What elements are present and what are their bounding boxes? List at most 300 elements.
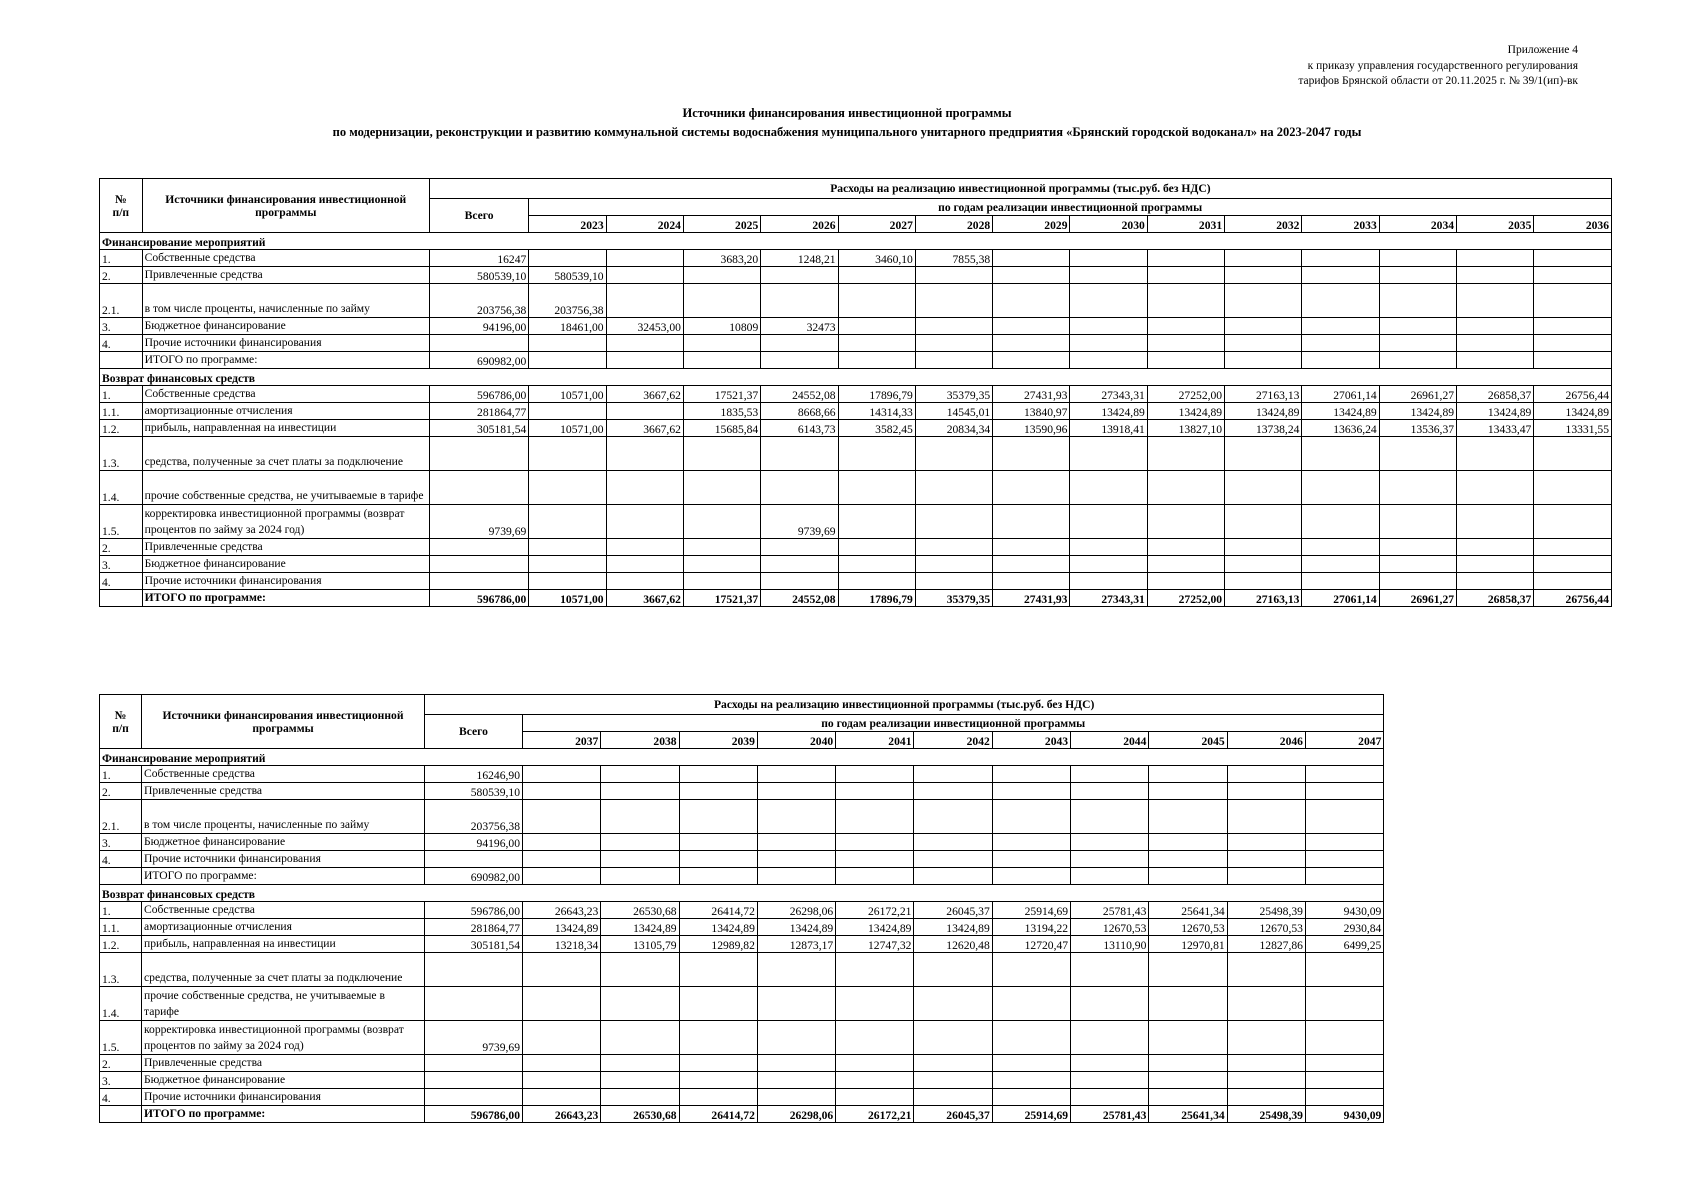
- header-total: Всего: [425, 715, 523, 749]
- row-year-value: 17521,37: [683, 590, 760, 607]
- header-row: [100, 179, 1612, 199]
- row-year-value: [601, 1021, 679, 1055]
- row-year-value: [1379, 437, 1456, 471]
- row-year-value: [606, 267, 683, 284]
- table-row: [100, 1055, 1384, 1072]
- year-header: 2042: [914, 732, 992, 749]
- row-year-value: [1227, 1089, 1305, 1106]
- row-year-value: [679, 800, 757, 834]
- row-year-value: [1379, 352, 1456, 369]
- row-number: [100, 1106, 142, 1123]
- header-row: [100, 695, 1384, 715]
- row-year-value: [1302, 556, 1379, 573]
- year-header: 2027: [838, 216, 915, 233]
- section-title: Возврат финансовых средств: [100, 885, 1384, 902]
- row-year-value: 13424,89: [1070, 403, 1147, 420]
- row-year-value: [1227, 1021, 1305, 1055]
- row-year-value: [1457, 556, 1534, 573]
- row-year-value: [1070, 505, 1147, 539]
- row-year-value: [1149, 868, 1227, 885]
- table-row: [100, 936, 1384, 953]
- row-year-value: [915, 318, 992, 335]
- row-year-value: [1379, 318, 1456, 335]
- row-year-value: [992, 1055, 1070, 1072]
- row-year-value: 26530,68: [601, 1106, 679, 1123]
- table-row: [100, 471, 1612, 505]
- row-year-value: [683, 335, 760, 352]
- row-year-value: [606, 471, 683, 505]
- row-year-value: [1227, 1072, 1305, 1089]
- row-year-value: [1071, 953, 1149, 987]
- row-year-value: 203756,38: [529, 284, 606, 318]
- row-year-value: [914, 1055, 992, 1072]
- row-year-value: [915, 573, 992, 590]
- row-year-value: [836, 1055, 914, 1072]
- table-row: [100, 1072, 1384, 1089]
- row-year-value: [1534, 471, 1612, 505]
- row-year-value: [1305, 1021, 1383, 1055]
- row-source-name: ИТОГО по программе:: [142, 590, 429, 607]
- row-year-value: 26298,06: [757, 902, 835, 919]
- row-year-value: 13424,89: [757, 919, 835, 936]
- row-year-value: [523, 783, 601, 800]
- row-number: 4.: [100, 573, 143, 590]
- row-year-value: [836, 953, 914, 987]
- row-total: 281864,77: [429, 403, 528, 420]
- row-year-value: [679, 1072, 757, 1089]
- row-year-value: [1227, 766, 1305, 783]
- row-year-value: [914, 1021, 992, 1055]
- row-year-value: [761, 471, 838, 505]
- row-year-value: [757, 766, 835, 783]
- row-year-value: 13424,89: [679, 919, 757, 936]
- header-source-cell: [142, 695, 425, 749]
- row-year-value: [993, 471, 1070, 505]
- table-row: [100, 335, 1612, 352]
- row-year-value: 26643,23: [523, 902, 601, 919]
- row-year-value: 13424,89: [836, 919, 914, 936]
- row-year-value: 27252,00: [1147, 590, 1224, 607]
- row-year-value: [1457, 437, 1534, 471]
- year-header: 2035: [1457, 216, 1534, 233]
- row-year-value: 13110,90: [1071, 936, 1149, 953]
- year-header: 2024: [606, 216, 683, 233]
- row-year-value: [1071, 1055, 1149, 1072]
- row-year-value: [1147, 335, 1224, 352]
- row-year-value: [1070, 471, 1147, 505]
- row-year-value: [683, 556, 760, 573]
- row-year-value: [838, 335, 915, 352]
- row-year-value: 26643,23: [523, 1106, 601, 1123]
- row-year-value: [1305, 783, 1383, 800]
- header-number-label: №: [114, 708, 127, 722]
- row-year-value: [1070, 352, 1147, 369]
- year-header: 2045: [1149, 732, 1227, 749]
- row-year-value: 27163,13: [1225, 386, 1302, 403]
- row-year-value: [679, 851, 757, 868]
- row-year-value: [993, 539, 1070, 556]
- row-year-value: 27431,93: [993, 386, 1070, 403]
- row-year-value: [1305, 1089, 1383, 1106]
- row-year-value: [679, 834, 757, 851]
- row-year-value: [523, 868, 601, 885]
- row-number: 1.: [100, 250, 143, 267]
- row-total: [425, 1055, 523, 1072]
- appendix-line: Приложение 4: [1507, 44, 1578, 56]
- row-year-value: [1534, 573, 1612, 590]
- row-source-name: амортизационные отчисления: [142, 403, 429, 420]
- row-year-value: 27343,31: [1070, 590, 1147, 607]
- row-year-value: [683, 352, 760, 369]
- row-year-value: [992, 851, 1070, 868]
- row-number: 1.1.: [100, 919, 142, 936]
- row-number: 1.2.: [100, 936, 142, 953]
- row-year-value: 27431,93: [993, 590, 1070, 607]
- row-year-value: 25914,69: [992, 902, 1070, 919]
- row-year-value: [761, 335, 838, 352]
- row-year-value: 13331,55: [1534, 420, 1612, 437]
- header-group: Расходы на реализацию инвестиционной программы (тыс.руб. без НДС): [429, 179, 1611, 199]
- row-year-value: 580539,10: [529, 267, 606, 284]
- row-total: [429, 556, 528, 573]
- table-row: [100, 851, 1384, 868]
- row-year-value: [683, 471, 760, 505]
- row-total: 596786,00: [425, 1106, 523, 1123]
- row-year-value: [606, 573, 683, 590]
- row-source-name: Привлеченные средства: [142, 1055, 425, 1072]
- table-row: [100, 403, 1612, 420]
- section-row: [100, 369, 1612, 386]
- section-row: [100, 885, 1384, 902]
- row-year-value: [1379, 250, 1456, 267]
- row-year-value: 13918,41: [1070, 420, 1147, 437]
- row-year-value: [606, 352, 683, 369]
- table-row: [100, 352, 1612, 369]
- row-year-value: [683, 573, 760, 590]
- row-year-value: 12720,47: [992, 936, 1070, 953]
- year-header: 2044: [1071, 732, 1149, 749]
- row-year-value: [992, 1021, 1070, 1055]
- row-year-value: [601, 953, 679, 987]
- row-number: 4.: [100, 335, 143, 352]
- row-year-value: 6143,73: [761, 420, 838, 437]
- row-number: 2.: [100, 1055, 142, 1072]
- row-year-value: [838, 352, 915, 369]
- row-year-value: 1248,21: [761, 250, 838, 267]
- table-row: [100, 868, 1384, 885]
- row-year-value: [992, 800, 1070, 834]
- row-year-value: [836, 800, 914, 834]
- row-year-value: [1305, 1055, 1383, 1072]
- row-number: 1.3.: [100, 953, 142, 987]
- row-source-name: в том числе проценты, начисленные по займу: [142, 800, 425, 834]
- row-year-value: [529, 539, 606, 556]
- appendix-line: тарифов Брянской области от 20.11.2025 г. № 39/1(ип)-вк: [1298, 75, 1578, 87]
- row-year-value: [679, 987, 757, 1021]
- row-year-value: [1305, 953, 1383, 987]
- row-year-value: [1534, 352, 1612, 369]
- row-year-value: [757, 834, 835, 851]
- header-source-label: Источники финансирования инвестиционной: [165, 192, 407, 206]
- row-year-value: [1305, 987, 1383, 1021]
- row-year-value: [606, 403, 683, 420]
- row-year-value: [915, 556, 992, 573]
- row-total: 305181,54: [429, 420, 528, 437]
- row-year-value: [606, 556, 683, 573]
- table-row: [100, 505, 1612, 539]
- row-year-value: [1147, 318, 1224, 335]
- table-row: [100, 834, 1384, 851]
- row-year-value: [914, 800, 992, 834]
- year-header: 2029: [993, 216, 1070, 233]
- row-year-value: [1534, 505, 1612, 539]
- section-title: Финансирование мероприятий: [100, 233, 1612, 250]
- row-total: [429, 437, 528, 471]
- row-total: 281864,77: [425, 919, 523, 936]
- row-year-value: [838, 573, 915, 590]
- row-year-value: [601, 1055, 679, 1072]
- row-year-value: [915, 437, 992, 471]
- row-year-value: [1070, 539, 1147, 556]
- row-year-value: [992, 1072, 1070, 1089]
- row-year-value: [529, 250, 606, 267]
- row-year-value: [606, 284, 683, 318]
- row-year-value: 9739,69: [761, 505, 838, 539]
- row-total: 580539,10: [429, 267, 528, 284]
- row-year-value: [1457, 335, 1534, 352]
- row-number: 1.3.: [100, 437, 143, 471]
- row-year-value: [838, 437, 915, 471]
- row-year-value: [757, 987, 835, 1021]
- row-number: [100, 868, 142, 885]
- row-year-value: [836, 1089, 914, 1106]
- row-year-value: [523, 1089, 601, 1106]
- row-number: 1.: [100, 386, 143, 403]
- row-year-value: [679, 1021, 757, 1055]
- table-row: [100, 987, 1384, 1021]
- row-source-name: в том числе проценты, начисленные по займу: [142, 284, 429, 318]
- row-year-value: 13424,89: [1302, 403, 1379, 420]
- row-year-value: 12989,82: [679, 936, 757, 953]
- row-year-value: [523, 851, 601, 868]
- row-number: 3.: [100, 834, 142, 851]
- row-year-value: [1147, 284, 1224, 318]
- section-row: [100, 749, 1384, 766]
- row-year-value: 26530,68: [601, 902, 679, 919]
- row-total: [425, 1089, 523, 1106]
- row-year-value: 32473: [761, 318, 838, 335]
- row-year-value: [757, 800, 835, 834]
- row-year-value: [1457, 250, 1534, 267]
- row-year-value: 13738,24: [1225, 420, 1302, 437]
- row-source-name: Бюджетное финансирование: [142, 834, 425, 851]
- row-year-value: 25498,39: [1227, 1106, 1305, 1123]
- row-year-value: [1302, 437, 1379, 471]
- row-year-value: 3582,45: [838, 420, 915, 437]
- row-year-value: 25498,39: [1227, 902, 1305, 919]
- row-year-value: [836, 1072, 914, 1089]
- row-year-value: 25781,43: [1071, 902, 1149, 919]
- row-year-value: [1305, 868, 1383, 885]
- row-year-value: [838, 284, 915, 318]
- row-year-value: [757, 1072, 835, 1089]
- row-number: 4.: [100, 1089, 142, 1106]
- row-number: 1.: [100, 766, 142, 783]
- row-year-value: [1225, 471, 1302, 505]
- row-year-value: [1302, 505, 1379, 539]
- year-header: 2043: [992, 732, 1070, 749]
- row-source-name: Собственные средства: [142, 902, 425, 919]
- row-year-value: [757, 851, 835, 868]
- row-year-value: [1070, 267, 1147, 284]
- row-year-value: [836, 851, 914, 868]
- header-subgroup: по годам реализации инвестиционной программы: [523, 715, 1384, 732]
- row-year-value: [1305, 1072, 1383, 1089]
- row-year-value: [915, 505, 992, 539]
- row-source-name: Прочие источники финансирования: [142, 1089, 425, 1106]
- row-year-value: [523, 800, 601, 834]
- row-year-value: [757, 783, 835, 800]
- row-year-value: [1071, 851, 1149, 868]
- row-year-value: [683, 437, 760, 471]
- row-year-value: [601, 1072, 679, 1089]
- table-row: [100, 284, 1612, 318]
- row-year-value: [1070, 556, 1147, 573]
- row-year-value: 13424,89: [1534, 403, 1612, 420]
- row-total: [429, 539, 528, 556]
- row-year-value: [1379, 335, 1456, 352]
- row-year-value: [1534, 539, 1612, 556]
- row-total: 9739,69: [429, 505, 528, 539]
- row-year-value: [1457, 505, 1534, 539]
- year-header: 2028: [915, 216, 992, 233]
- row-year-value: [915, 267, 992, 284]
- row-year-value: 25641,34: [1149, 1106, 1227, 1123]
- row-year-value: [1305, 766, 1383, 783]
- row-year-value: [761, 556, 838, 573]
- header-source-label: Источники финансирования инвестиционной: [162, 708, 404, 722]
- row-total: [425, 987, 523, 1021]
- row-year-value: [1070, 284, 1147, 318]
- row-year-value: [1302, 539, 1379, 556]
- row-year-value: [1534, 284, 1612, 318]
- row-year-value: [914, 987, 992, 1021]
- row-year-value: 9430,09: [1305, 1106, 1383, 1123]
- row-year-value: [836, 834, 914, 851]
- row-year-value: [529, 335, 606, 352]
- row-year-value: 17896,79: [838, 386, 915, 403]
- table-row: [100, 573, 1612, 590]
- row-year-value: 35379,35: [915, 386, 992, 403]
- financing-table-2037-2047: [99, 694, 1384, 1123]
- row-year-value: [1070, 573, 1147, 590]
- row-year-value: [1070, 318, 1147, 335]
- row-year-value: 26756,44: [1534, 590, 1612, 607]
- year-header: 2047: [1305, 732, 1383, 749]
- row-year-value: [915, 471, 992, 505]
- row-year-value: [993, 573, 1070, 590]
- row-year-value: [679, 953, 757, 987]
- row-year-value: 25914,69: [992, 1106, 1070, 1123]
- row-year-value: [993, 556, 1070, 573]
- row-year-value: [914, 851, 992, 868]
- row-year-value: [1147, 471, 1224, 505]
- table-row: [100, 1021, 1384, 1055]
- row-year-value: 7855,38: [915, 250, 992, 267]
- row-year-value: [1227, 1055, 1305, 1072]
- row-year-value: [761, 539, 838, 556]
- row-year-value: 25641,34: [1149, 902, 1227, 919]
- table-row: [100, 919, 1384, 936]
- row-source-name: прибыль, направленная на инвестиции: [142, 420, 429, 437]
- row-year-value: [838, 471, 915, 505]
- row-year-value: 13218,34: [523, 936, 601, 953]
- row-year-value: [1071, 800, 1149, 834]
- row-source-name: прочие собственные средства, не учитываемые в тарифе: [142, 471, 429, 505]
- section-row: [100, 233, 1612, 250]
- row-year-value: [606, 335, 683, 352]
- row-year-value: 13194,22: [992, 919, 1070, 936]
- row-number: 1.1.: [100, 403, 143, 420]
- row-year-value: 14314,33: [838, 403, 915, 420]
- table-row: [100, 437, 1612, 471]
- year-header: 2036: [1534, 216, 1612, 233]
- row-year-value: [1534, 318, 1612, 335]
- row-year-value: [1227, 987, 1305, 1021]
- row-year-value: 13536,37: [1379, 420, 1456, 437]
- row-year-value: [993, 437, 1070, 471]
- row-year-value: [1225, 284, 1302, 318]
- row-year-value: [1149, 783, 1227, 800]
- row-total: [425, 1072, 523, 1089]
- appendix-line: к приказу управления государственного регулирования: [1307, 59, 1578, 72]
- row-year-value: [601, 834, 679, 851]
- row-year-value: 12827,86: [1227, 936, 1305, 953]
- row-year-value: [683, 267, 760, 284]
- row-year-value: [1457, 471, 1534, 505]
- row-year-value: [1457, 539, 1534, 556]
- row-year-value: [1302, 573, 1379, 590]
- row-year-value: [1305, 834, 1383, 851]
- row-year-value: [915, 352, 992, 369]
- row-year-value: [1071, 1021, 1149, 1055]
- row-year-value: [914, 953, 992, 987]
- row-year-value: [914, 868, 992, 885]
- table-row: [100, 420, 1612, 437]
- row-year-value: [1302, 284, 1379, 318]
- table-row: [100, 590, 1612, 607]
- row-year-value: [1071, 987, 1149, 1021]
- row-source-name: амортизационные отчисления: [142, 919, 425, 936]
- row-year-value: 13424,89: [1457, 403, 1534, 420]
- row-year-value: 13424,89: [1225, 403, 1302, 420]
- row-source-name: Прочие источники финансирования: [142, 335, 429, 352]
- row-year-value: 26414,72: [679, 1106, 757, 1123]
- row-year-value: 13636,24: [1302, 420, 1379, 437]
- row-source-name: Бюджетное финансирование: [142, 318, 429, 335]
- row-year-value: [523, 1055, 601, 1072]
- row-year-value: 17896,79: [838, 590, 915, 607]
- row-total: 9739,69: [425, 1021, 523, 1055]
- row-year-value: [1071, 868, 1149, 885]
- year-header: 2026: [761, 216, 838, 233]
- row-year-value: 2930,84: [1305, 919, 1383, 936]
- row-year-value: [529, 437, 606, 471]
- row-year-value: 12873,17: [757, 936, 835, 953]
- row-year-value: 27163,13: [1225, 590, 1302, 607]
- row-year-value: [1070, 335, 1147, 352]
- row-source-name: средства, полученные за счет платы за подключение: [142, 437, 429, 471]
